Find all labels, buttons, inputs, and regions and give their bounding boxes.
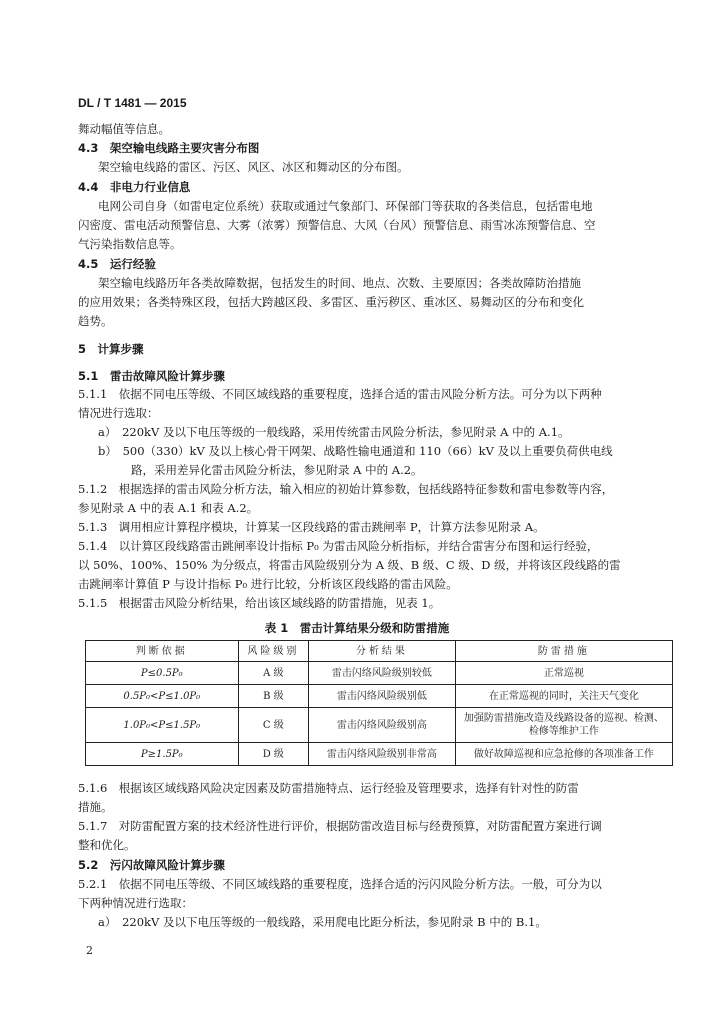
- table-header-cell: 分析结果: [309, 641, 456, 662]
- body-line: 气污染指数信息等。: [78, 237, 182, 251]
- body-line: 架空输电线路历年各类故障数据，包括发生的时间、地点、次数、主要原因；各类故障防治措施: [98, 276, 581, 290]
- body-line: 措施。: [78, 800, 113, 814]
- clause-5-1-3: 5.1.3 调用相应计算程序模块，计算某一区段线路的雷击跳闸率 P，计算方法参见附录 A。: [78, 520, 545, 534]
- table-cell: P≥1.5P₀: [86, 743, 239, 766]
- clause-5-1-5: 5.1.5 根据雷击风险分析结果，给出该区域线路的防雷措施，见表 1。: [78, 596, 441, 610]
- table-cell: 在正常巡视的同时，关注天气变化: [455, 685, 672, 708]
- clause-5-1-4: 5.1.4 以计算区段线路雷击跳闸率设计指标 P₀ 为雷击风险分析指标，并结合雷害分布图和运行经验，: [78, 539, 599, 553]
- table-header-row: [86, 641, 673, 662]
- body-line: 整和优化。: [78, 838, 136, 852]
- table-cell: 雷击闪络风险级别低: [309, 685, 456, 708]
- list-item-b: b） 500（330）kV 及以上核心骨干网架、战略性输电通道和 110（66）kV 及以上重要负荷供电线: [98, 444, 613, 458]
- table-cell: 1.0P₀<P≤1.5P₀: [86, 708, 239, 743]
- body-line: 下两种情况进行选取：: [78, 896, 193, 910]
- body-line: 舞动幅值等信息。: [78, 122, 170, 136]
- clause-5-2-1: 5.2.1 依据不同电压等级、不同区域线路的重要程度，选择合适的污闪风险分析方法。一般，可分为以: [78, 877, 602, 891]
- chapter-heading-5: 5 计算步骤: [78, 342, 144, 356]
- table-cell: A 级: [238, 662, 308, 685]
- body-line: 击跳闸率计算值 P 与设计指标 P₀ 进行比较，分析该区段线路的雷击风险。: [78, 577, 458, 591]
- body-line: 电网公司自身（如雷电定位系统）获取或通过气象部门、环保部门等获取的各类信息，包括雷电地: [98, 199, 593, 213]
- table-title: 表 1 雷击计算结果分级和防雷措施: [264, 621, 450, 635]
- standard-code: DL / T 1481 — 2015: [78, 96, 187, 110]
- table-header-cell: 风险级别: [238, 641, 308, 662]
- body-line: 路，采用差异化雷击风险分析法，参见附录 A 中的 A.2。: [131, 463, 423, 477]
- page-number: 2: [86, 944, 93, 957]
- table-cell: 加强防雷措施改造及线路设备的巡视、检测、检修等维护工作: [455, 708, 672, 743]
- table-cell: 0.5P₀<P≤1.0P₀: [86, 685, 239, 708]
- clause-5-1-1: 5.1.1 依据不同电压等级、不同区域线路的重要程度，选择合适的雷击风险分析方法。可分为以下两种: [78, 387, 602, 401]
- list-item-a: a） 220kV 及以下电压等级的一般线路，采用传统雷击风险分析法，参见附录 A 中的 A.1。: [98, 425, 570, 439]
- section-heading-4-5: 4.5 运行经验: [78, 257, 156, 271]
- list-item-a: a） 220kV 及以下电压等级的一般线路，采用爬电比距分析法，参见附录 B 中的 B.1。: [98, 915, 547, 929]
- section-heading-4-4: 4.4 非电力行业信息: [78, 180, 191, 194]
- clause-5-1-7: 5.1.7 对防雷配置方案的技术经济性进行评价，根据防雷改造目标与经费预算，对防雷配置方案进行调: [78, 819, 602, 833]
- section-heading-5-2: 5.2 污闪故障风险计算步骤: [78, 858, 225, 872]
- table-header-cell: 判断依据: [86, 641, 239, 662]
- body-line: 以 50%、100%、150% 为分级点，将雷击风险级别分为 A 级、B 级、C 级、D 级，并将该区段线路的雷: [78, 558, 621, 572]
- body-line: 的应用效果；各类特殊区段，包括大跨越区段、多雷区、重污秽区、重冰区、易舞动区的分布和变化: [78, 295, 584, 309]
- body-line: 情况进行选取：: [78, 406, 159, 420]
- table-row: [86, 662, 673, 685]
- section-heading-4-3: 4.3 架空输电线路主要灾害分布图: [78, 141, 260, 155]
- table-cell: P≤0.5P₀: [86, 662, 239, 685]
- table-cell: D 级: [238, 743, 308, 766]
- table-cell: C 级: [238, 708, 308, 743]
- table-cell: 做好故障巡视和应急抢修的各项准备工作: [455, 743, 672, 766]
- table-cell: 雷击闪络风险级别非常高: [309, 743, 456, 766]
- lightning-risk-table: [85, 640, 673, 766]
- table-cell: 雷击闪络风险级别较低: [309, 662, 456, 685]
- table-row: [86, 685, 673, 708]
- body-line: 闪密度、雷电活动预警信息、大雾（浓雾）预警信息、大风（台风）预警信息、雨雪冰冻预警信息、空: [78, 218, 596, 232]
- body-line: 架空输电线路的雷区、污区、风区、冰区和舞动区的分布图。: [98, 160, 409, 174]
- table-row: [86, 743, 673, 766]
- clause-5-1-2: 5.1.2 根据选择的雷击风险分析方法，输入相应的初始计算参数，包括线路特征参数和雷电参数等内容，: [78, 482, 614, 496]
- body-line: 参见附录 A 中的表 A.1 和表 A.2。: [78, 501, 259, 515]
- table-cell: 雷击闪络风险级别高: [309, 708, 456, 743]
- table-cell: 正常巡视: [455, 662, 672, 685]
- clause-5-1-6: 5.1.6 根据该区域线路风险决定因素及防雷措施特点、运行经验及管理要求，选择有针对性的防雷: [78, 781, 579, 795]
- body-line: 趋势。: [78, 314, 113, 328]
- table-row: [86, 708, 673, 743]
- table-header-cell: 防雷措施: [455, 641, 672, 662]
- section-heading-5-1: 5.1 雷击故障风险计算步骤: [78, 369, 225, 383]
- table-cell: B 级: [238, 685, 308, 708]
